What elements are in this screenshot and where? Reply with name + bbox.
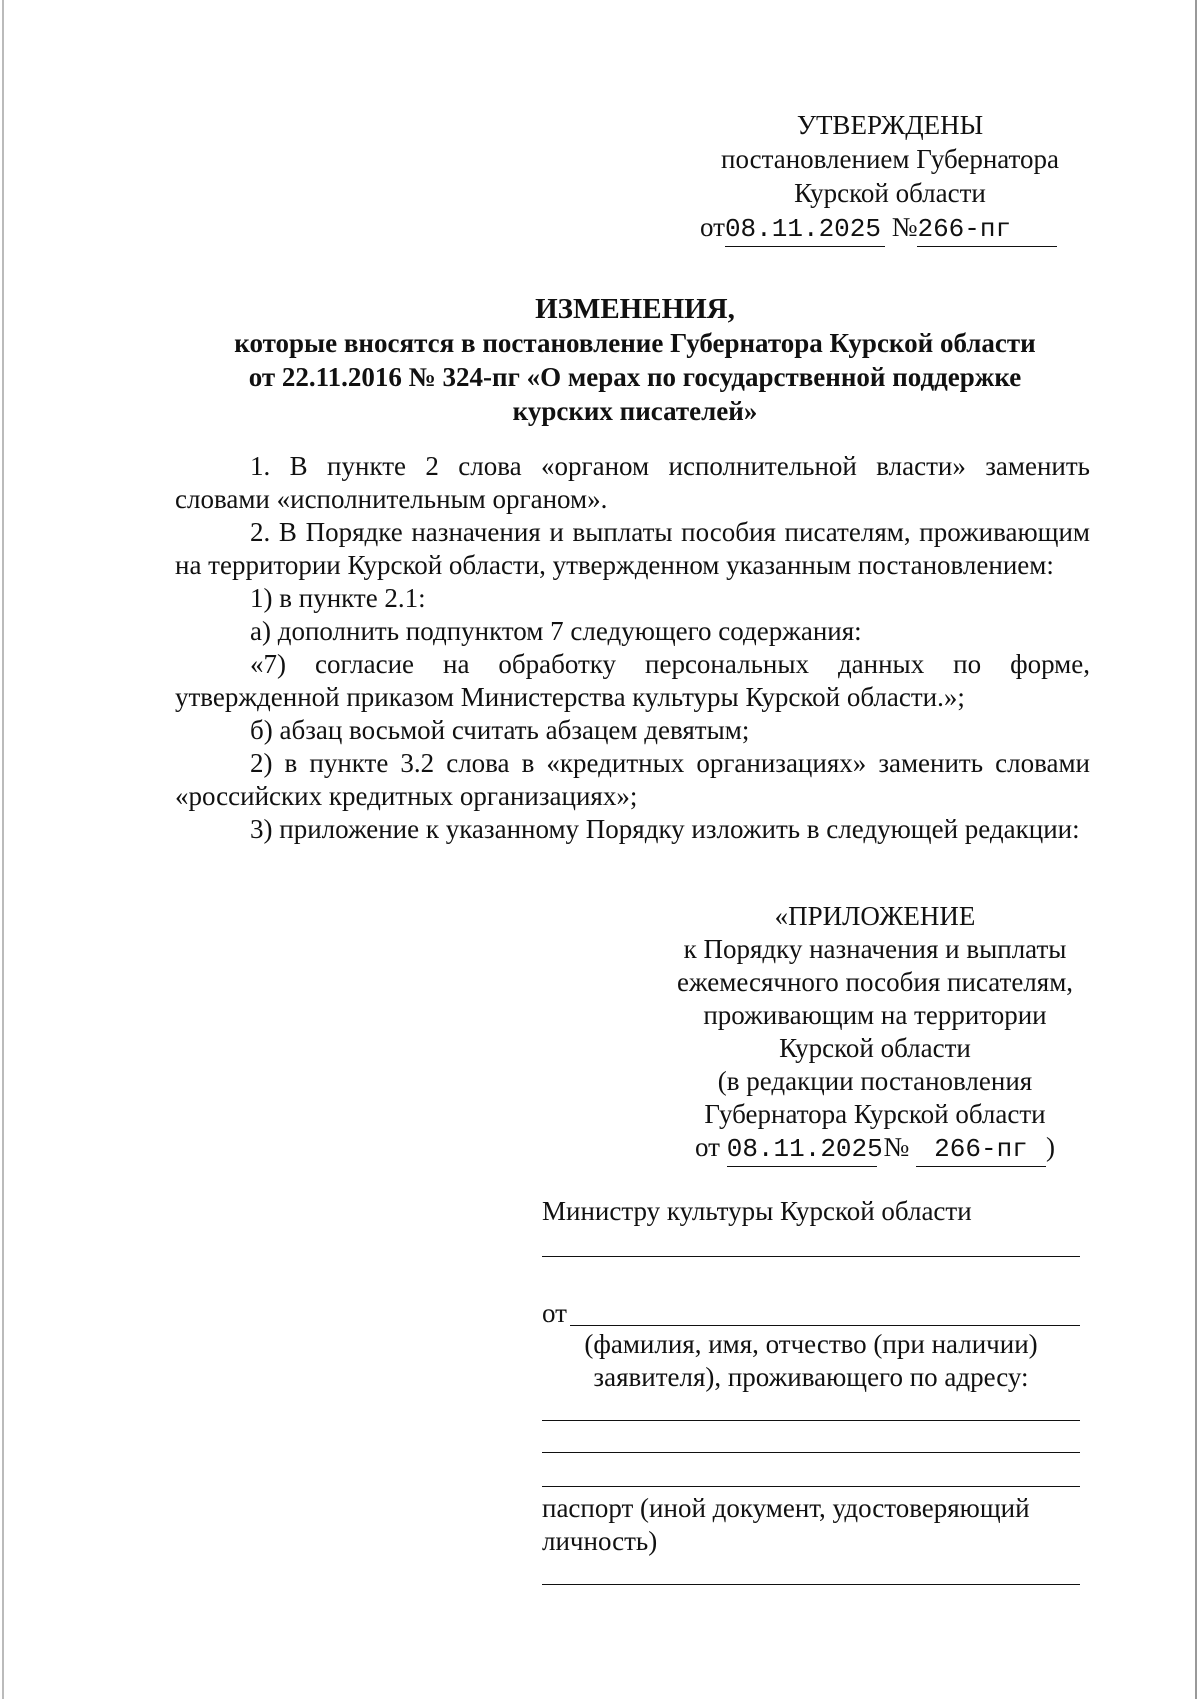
appendix-date: 08.11.2025 bbox=[727, 1133, 877, 1167]
title-line-1: которые вносятся в постановление Губернатора Курской области bbox=[234, 328, 1036, 358]
blank-line bbox=[570, 1325, 1080, 1326]
passport-line-2: личность) bbox=[542, 1526, 658, 1556]
appendix-stamp-row bbox=[655, 1131, 1095, 1167]
document-body bbox=[175, 450, 1090, 846]
title-line-2: от 22.11.2016 № 324-пг «О мерах по государственной поддержке bbox=[248, 362, 1022, 392]
paragraph: 2) в пункте 3.2 слова в «кредитных организациях» заменить словами «российских кредитных организациях»; bbox=[175, 748, 1090, 811]
appendix-from-prefix: от bbox=[695, 1132, 720, 1162]
title-heading: ИЗМЕНЕНИЯ, bbox=[535, 293, 735, 325]
appendix-line: к Порядку назначения и выплаты bbox=[683, 934, 1067, 964]
scan-edge-left bbox=[2, 0, 4, 1699]
fio-line-2: заявителя), проживающего по адресу: bbox=[593, 1362, 1029, 1392]
passport-caption bbox=[542, 1492, 1102, 1558]
appendix-line: Курской области bbox=[779, 1033, 971, 1063]
approval-line-1: постановлением Губернатора bbox=[721, 144, 1059, 174]
approval-date: 08.11.2025 bbox=[725, 212, 885, 247]
paragraph: б) абзац восьмой считать абзацем девятым; bbox=[250, 715, 750, 745]
appendix-line: ежемесячного пособия писателям, bbox=[676, 967, 1074, 997]
paragraph: 3) приложение к указанному Порядку изложить в следующей редакции: bbox=[250, 814, 1080, 844]
appendix-close-paren: ) bbox=[1045, 1132, 1055, 1162]
appendix-number: 266-пг bbox=[916, 1133, 1046, 1167]
approval-line-2: Курской области bbox=[794, 178, 986, 208]
blank-line bbox=[542, 1486, 1080, 1487]
approval-block bbox=[690, 108, 1090, 247]
approval-stamp-row bbox=[690, 210, 1090, 247]
document-title bbox=[170, 292, 1100, 428]
approval-title: УТВЕРЖДЕНЫ bbox=[796, 110, 984, 140]
from-prefix: от bbox=[700, 212, 725, 242]
appendix-title: «ПРИЛОЖЕНИЕ bbox=[774, 901, 976, 931]
appendix-number-sign: № bbox=[883, 1132, 910, 1162]
addressee: Министру культуры Курской области bbox=[542, 1196, 972, 1226]
scan-edge-right bbox=[1195, 0, 1197, 1699]
appendix-line: проживающим на территории bbox=[703, 1000, 1047, 1030]
appendix-line: Губернатора Курской области bbox=[704, 1099, 1046, 1129]
blank-line bbox=[542, 1452, 1080, 1453]
appendix-line: (в редакции постановления bbox=[717, 1066, 1033, 1096]
blank-line bbox=[542, 1256, 1080, 1257]
title-line-3: курских писателей» bbox=[512, 396, 758, 426]
passport-line-1: паспорт (иной документ, удостоверяющий bbox=[542, 1493, 1030, 1523]
paragraph: 1. В пункте 2 слова «органом исполнительной власти» заменить словами «исполнительным органом». bbox=[175, 451, 1090, 514]
fio-line-1: (фамилия, имя, отчество (при наличии) bbox=[584, 1329, 1038, 1359]
fio-caption bbox=[542, 1328, 1080, 1394]
number-sign: № bbox=[891, 212, 918, 242]
paragraph: «7) согласие на обработку персональных данных по форме, утвержденной приказом Министерства культуры Курской области.»; bbox=[175, 649, 1090, 712]
appendix-header bbox=[655, 900, 1095, 1167]
paragraph: 2. В Порядке назначения и выплаты пособия писателям, проживающим на территории Курской области, утвержденном указанным постановлением: bbox=[175, 517, 1090, 580]
approval-number: 266-пг bbox=[917, 212, 1057, 247]
blank-line bbox=[542, 1584, 1080, 1585]
paragraph: 1) в пункте 2.1: bbox=[250, 583, 426, 613]
blank-line bbox=[542, 1420, 1080, 1421]
paragraph: а) дополнить подпунктом 7 следующего содержания: bbox=[250, 616, 862, 646]
from-label: от bbox=[542, 1298, 567, 1328]
